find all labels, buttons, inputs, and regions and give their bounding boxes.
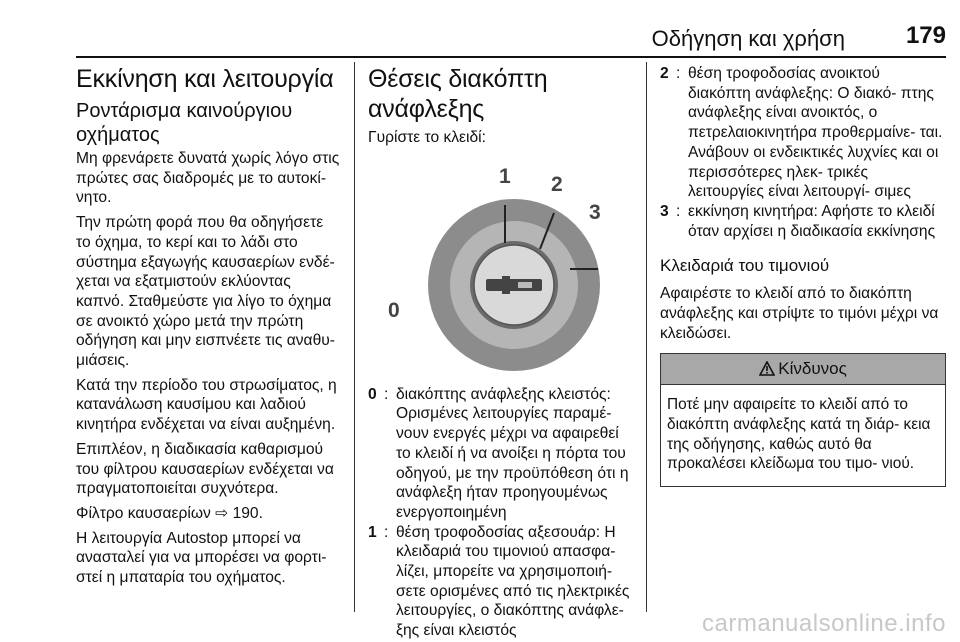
cross-reference [76,504,342,524]
item-text: διακόπτης ανάφλεξης κλειστός: Ορισμένες λειτουργίες παραμέ- νουν ενεργές μέχρι να αφαιρεθεί το κλειδί ή να ανοίξει η πόρτα του οδηγού, με την προϋπόθεση ότι η ανάφλεξη ήταν προηγουμένως ενεργοποιημένη [396,385,629,521]
danger-header [661,354,945,385]
item-colon: : [676,202,681,220]
item-number: 1 [368,523,377,541]
page-header [0,0,960,58]
section-title: Οδήγηση και χρήση [651,26,845,51]
item-number: 0 [368,385,377,403]
paragraph: Επιπλέον, η διαδικασία καθαρισμού του φίλτρου καυσαερίων ενδέχεται να πραγματοποιείται συχνότερα. [76,440,334,498]
illustration-label-3: 3 [589,200,601,224]
item-text: θέση τροφοδοσίας ανοικτού διακόπτη ανάφλεξης: Ο διακό- πτης ανάφλεξης είναι ανοικτός, ο πετρελαιοκινητήρα προθερμαίνε- ται. Ανάβουν οι ενδεικτικές λυχνίες και οι περισσότερες ηλεκ- τρικές λειτουργίες είναι λειτουργί- σιμες [688,65,943,201]
subsection-heading: Κλειδαριά του τιμονιού [660,256,830,276]
paragraph: Την πρώτη φορά που θα οδηγήσετε το όχημα, το κερί και το λάδι στο σύστημα εξαγωγής καυσαερίων ενδέ- χεται να εξατμιστούν εκλύοντας καπνό. Σταθμεύστε για λίγο το όχημα σε ανοικτό χώρο μετά την πρώτη οδήγηση και μην εισπνέετε τις αναθυ- μιάσεις. [76,214,335,370]
danger-text: Ποτέ μην αφαιρείτε το κλειδί από το διακόπτη ανάφλεξης κατά τη διάρ- κεια της οδήγησης, καθώς αυτό θα προκαλέσει κλείδωμα του τιμο- νιού. [667,396,931,473]
item-colon: : [384,385,389,403]
header-rule [76,56,946,58]
ignition-switch-illustration [368,153,636,375]
column-3 [660,64,946,487]
paragraph: Η λειτουργία Autostop μπορεί να ανασταλεί για να μπορέσει να φορτι- στεί η μπαταρία του οχήματος. [76,529,327,587]
danger-title: Κίνδυνος [778,359,847,379]
section-heading: Εκκίνηση και λειτουργία [76,65,334,93]
illustration-label-0: 0 [388,298,400,322]
illustration-label-2: 2 [551,172,563,196]
cross-reference-page: 190. [232,504,263,522]
paragraph: Κατά την περίοδο του στρωσίματος, η κατανάλωση καυσίμου και λαδιού κινητήρα ενδέχεται να είναι αυξημένη. [76,376,337,434]
item-colon: : [676,65,681,82]
list-item [368,523,636,641]
list-item [660,202,946,241]
item-text: εκκίνηση κινητήρα: Αφήστε το κλειδί όταν αρχίσει η διαδικασία εκκίνησης [688,202,936,240]
danger-box [660,353,946,486]
page-number: 179 [905,22,946,49]
column-divider-1 [354,62,355,612]
cross-reference-text: Φίλτρο καυσαερίων [76,504,211,522]
list-item [368,385,636,523]
warning-triangle-icon [759,361,775,376]
section-heading: Θέσεις διακόπτη ανάφλεξης [368,65,548,123]
column-2 [368,64,636,641]
intro-text: Γυρίστε το κλειδί: [368,129,486,146]
column-divider-2 [646,62,647,612]
paragraph: Μη φρενάρετε δυνατά χωρίς λόγο στις πρώτες σας διαδρομές με το αυτοκί- νητο. [76,150,340,207]
item-number: 3 [660,202,669,220]
paragraph: Αφαιρέστε το κλειδί από το διακόπτη ανάφλεξης και στρίψτε το τιμόνι μέχρι να κλειδώσει. [660,285,939,342]
item-number: 2 [660,65,669,82]
subsection-heading: Ροντάρισμα καινούργιου οχήματος [76,100,293,146]
watermark: carmanualsonline.info [702,610,946,637]
list-item [660,64,946,202]
illustration-label-1: 1 [499,164,511,188]
arrow-right-icon: ⇨ [215,504,229,522]
item-colon: : [384,523,389,541]
item-text: θέση τροφοδοσίας αξεσουάρ: Η κλειδαριά του τιμονιού απασφα- λίζει, μπορείτε να χρησιμοποιή- σετε ορισμένες από τις ηλεκτρικές λειτουργίες, ο διακόπτης ανάφλε- ξης είναι κλειστός [396,523,630,640]
column-1 [76,64,342,593]
